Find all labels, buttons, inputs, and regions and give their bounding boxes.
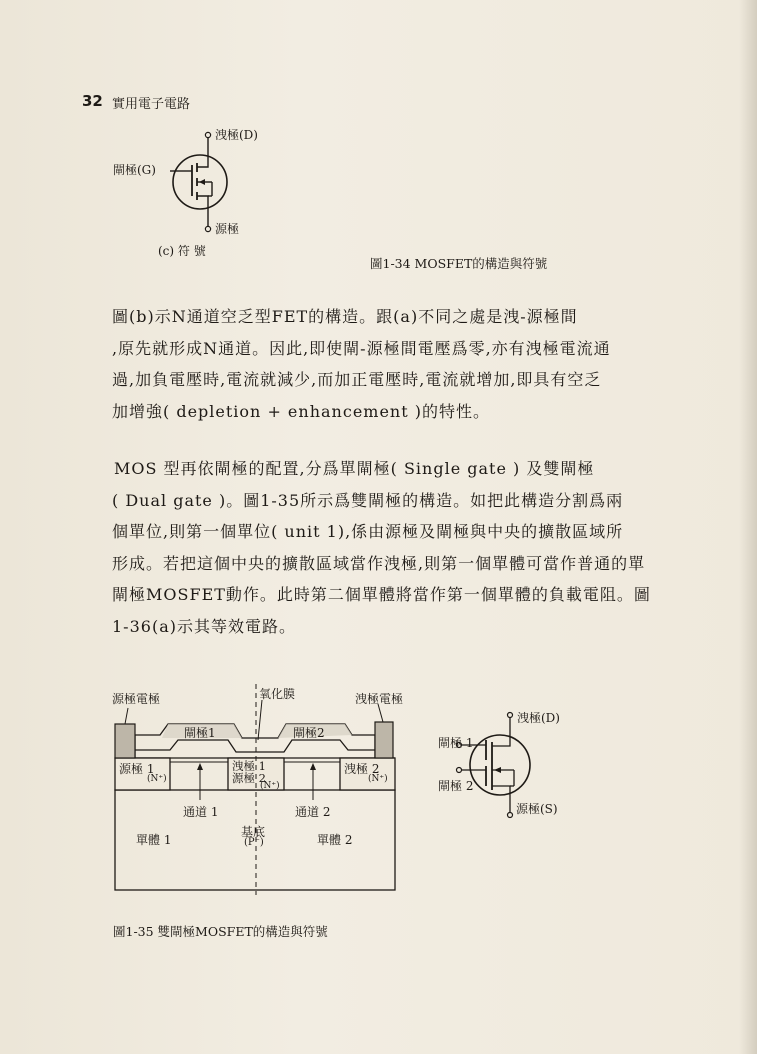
- label-n-plus-center: (N⁺): [260, 781, 280, 791]
- fig135-caption: 圖1-35 雙閘極MOSFET的構造與符號: [113, 924, 328, 939]
- paragraph-2-line: 閘極MOSFET動作。此時第二個單體將當作第一個單體的負載電阻。圖: [112, 585, 651, 604]
- paragraph-1-line: 加增強( depletion + enhancement )的特性。: [112, 401, 490, 421]
- label-n-plus-2: (N⁺): [368, 774, 388, 784]
- label-source1: 源極 1: [119, 762, 155, 776]
- fig134-source-label: 源極: [215, 222, 240, 236]
- label-source-electrode: 源極電極: [112, 692, 161, 706]
- label-drain2: 洩極 2: [344, 762, 380, 776]
- label-p-minus: (P⁻): [244, 837, 264, 848]
- label-unit1: 單體 1: [136, 833, 172, 847]
- label-substrate: 基底: [241, 825, 266, 839]
- fig134-drain-label: 洩極(D): [215, 128, 258, 142]
- book-title: 實用電子電路: [112, 97, 191, 112]
- paragraph-2-line: 1-36(a)示其等效電路。: [112, 616, 296, 636]
- dual-drain-lead: [492, 718, 510, 746]
- dual-drain-terminal: [508, 713, 513, 718]
- label-gate1: 閘極1: [184, 726, 216, 740]
- dual-source-lead: [492, 786, 510, 812]
- dual-label-gate2: 閘極 2: [438, 779, 474, 793]
- dual-label-source: 源極(S): [516, 802, 558, 816]
- label-channel2: 通道 2: [295, 805, 331, 819]
- paragraph-2-line: ( Dual gate )。圖1-35所示爲雙閘極的構造。如把此構造分割爲兩: [112, 490, 624, 510]
- label-oxide: 氧化膜: [259, 687, 296, 701]
- dual-label-drain: 洩極(D): [517, 711, 560, 725]
- fig134-caption: 圖1-34 MOSFET的構造與符號: [370, 256, 548, 271]
- label-n-plus-1: (N⁺): [147, 774, 167, 784]
- paragraph-1-line: 過,加負電壓時,電流就減少,而加正電壓時,電流就增加,即具有空乏: [112, 370, 602, 389]
- label-gate2: 閘極2: [293, 726, 325, 740]
- label-center-drain1: 洩極 1: [232, 759, 266, 773]
- paragraph-2-line: 形成。若把這個中央的擴散區域當作洩極,則第一個單體可當作普通的單: [112, 553, 646, 573]
- paragraph-2-line: 個單位,則第一個單位( unit 1),係由源極及閘極與中央的擴散區域所: [112, 522, 624, 541]
- label-center-source2: 源極 2: [232, 771, 266, 785]
- paragraph-2-line: MOS 型再依閘極的配置,分爲單閘極( Single gate ) 及雙閘極: [114, 459, 595, 478]
- fig134-subcaption: (c) 符 號: [158, 244, 206, 258]
- dual-substrate-arrow: [494, 767, 501, 773]
- gate2-terminal: [457, 768, 462, 773]
- label-channel1: 通道 1: [183, 805, 219, 819]
- label-unit2: 單體 2: [317, 833, 353, 847]
- dual-label-gate1: 閘極 1: [438, 736, 474, 750]
- label-drain-electrode: 洩極電極: [355, 692, 404, 706]
- fig134-gate-label: 閘極(G): [113, 163, 156, 177]
- paragraph-1-line: 圖(b)示N通道空乏型FET的構造。跟(a)不同之處是洩-源極間: [112, 307, 578, 326]
- page-number: 32: [82, 92, 103, 110]
- dual-source-terminal: [508, 813, 513, 818]
- paragraph-1-line: ,原先就形成N通道。因此,即使閘-源極間電壓爲零,亦有洩極電流通: [112, 338, 611, 358]
